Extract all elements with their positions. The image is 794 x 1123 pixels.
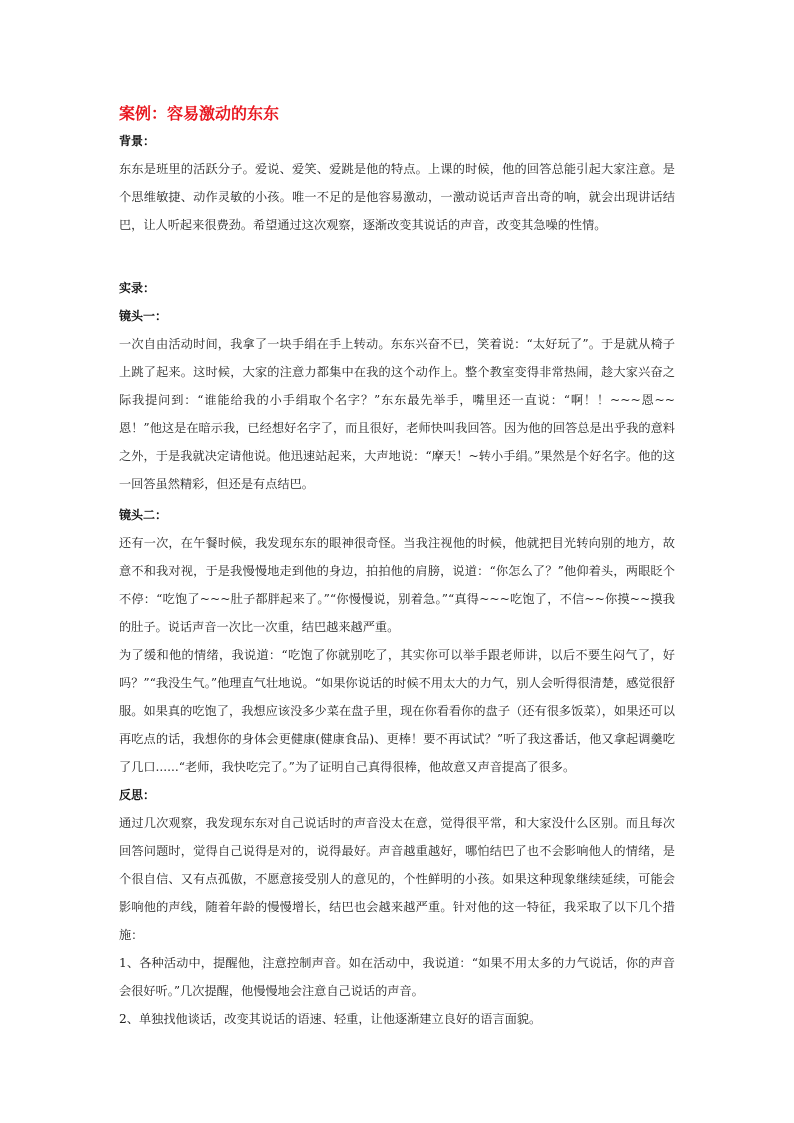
scene2-paragraph-2: 为了缓和他的情绪，我说道：“吃饱了你就别吃了，其实你可以举手跟老师讲，以后不要生闷气了，好吗？”“我没生气。”他理直气壮地说。“如果你说话的时候不用太大的力气，别人会听得很清楚，感觉很舒服。如果真的吃饱了，我想应该没多少菜在盘子里，现在你看看你的盘子（还有很多饭菜），如果还可以再吃点的话，我想你的身体会更健康(健康食品)、更棒！要不再试试？”听了我这番话，他又拿起调羹吃了几口......“老师，我快吃完了。”为了证明自己真得很棒，他故意又声音提高了很多。: [119, 648, 675, 774]
document-title: 案例：容易激动的东东: [119, 104, 280, 123]
scene1-paragraph: 一次自由活动时间，我拿了一块手绢在手上转动。东东兴奋不已，笑着说：“太好玩了”。于是就从椅子上跳了起来。这时候，大家的注意力都集中在我的这个动作上。整个教室变得非常热闹，趁大家兴奋之际我提问到：“谁能给我的小手绢取个名字？”东东最先举手，嘴里还一直说：“啊！！~~~恩~~恩！”他这是在暗示我，已经想好名字了，而且很好，老师快叫我回答。因为他的回答总是出乎我的意料之外，于是我就决定请他说。他迅速站起来，大声地说：“摩天！~转小手绢。”果然是个好名字。他的这一回答虽然精彩，但还是有点结巴。: [119, 337, 675, 491]
scene1-heading: 镜头一：: [119, 309, 168, 323]
measure-item-2: 2、单独找他谈话，改变其说话的语速、轻重，让他逐渐建立良好的语言面貌。: [119, 1012, 542, 1026]
document-page: [119, 101, 675, 1033]
measure-item-1: 1、各种活动中，提醒他，注意控制声音。如在活动中，我说道：“如果不用太多的力气说话，你的声音会很好听。”几次提醒，他慢慢地会注意自己说话的声音。: [119, 956, 675, 998]
background-heading: 背景：: [119, 134, 156, 148]
background-paragraph: 东东是班里的活跃分子。爱说、爱笑、爱跳是他的特点。上课的时候，他的回答总能引起大家注意。是个思维敏捷、动作灵敏的小孩。唯一不足的是他容易激动，一激动说话声音出奇的响，就会出现讲话结巴，让人听起来很费劲。希望通过这次观察，逐渐改变其说话的声音，改变其急噪的性情。: [119, 162, 675, 232]
scene2-paragraph-1: 还有一次，在午餐时候，我发现东东的眼神很奇怪。当我注视他的时候，他就把目光转向别的地方，故意不和我对视，于是我慢慢地走到他的身边，拍拍他的肩膀，说道：“你怎么了？”他仰着头，两眼眨个不停：“吃饱了~~~肚子都胖起来了。”“你慢慢说，别着急。”“真得~~~吃饱了，不信~~你摸~~摸我的肚子。说话声音一次比一次重，结巴越来越严重。: [119, 536, 675, 634]
reflection-heading: 反思：: [119, 788, 156, 802]
record-heading: 实录：: [119, 281, 156, 295]
scene2-heading: 镜头二：: [119, 508, 168, 522]
reflection-paragraph: 通过几次观察，我发现东东对自己说话时的声音没太在意，觉得很平常，和大家没什么区别。而且每次回答问题时，觉得自己说得是对的，说得最好。声音越重越好，哪怕结巴了也不会影响他人的情绪，是个很自信、又有点孤傲，不愿意接受别人的意见的，个性鲜明的小孩。如果这种现象继续延续，可能会影响他的声线，随着年龄的慢慢增长，结巴也会越来越严重。针对他的这一特征，我采取了以下几个措施：: [119, 816, 675, 942]
